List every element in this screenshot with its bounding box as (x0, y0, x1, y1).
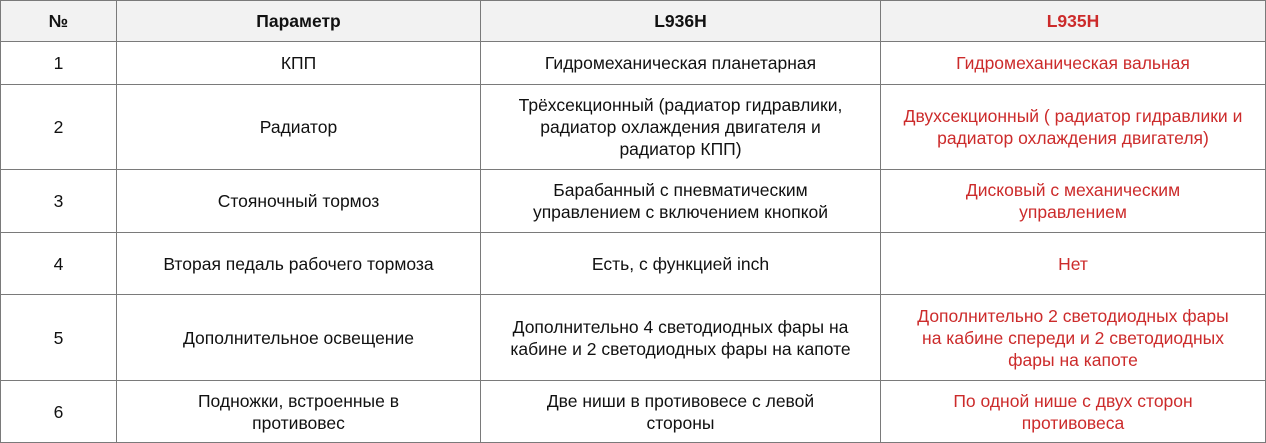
table-row (1, 42, 1266, 85)
row-l936: Две ниши в противовесе с левой стороны (481, 381, 881, 443)
row-l936: Дополнительно 4 светодиодных фары на кабине и 2 светодиодных фары на капоте (481, 295, 881, 381)
row-param: КПП (117, 42, 481, 85)
header-l936: L936H (481, 1, 881, 42)
row-param: Дополнительное освещение (117, 295, 481, 381)
header-row (1, 1, 1266, 42)
header-l935: L935H (881, 1, 1266, 42)
row-num: 4 (1, 233, 117, 295)
row-l936: Гидромеханическая планетарная (481, 42, 881, 85)
row-l935: Двухсекционный ( радиатор гидравлики и радиатор охлаждения двигателя) (881, 85, 1266, 170)
row-l936: Трёхсекционный (радиатор гидравлики, радиатор охлаждения двигателя и радиатор КПП) (481, 85, 881, 170)
row-num: 5 (1, 295, 117, 381)
row-l935: Дисковый с механическим управлением (881, 170, 1266, 233)
header-num: № (1, 1, 117, 42)
row-param: Подножки, встроенные в противовес (117, 381, 481, 443)
table-row (1, 85, 1266, 170)
row-l935: Нет (881, 233, 1266, 295)
row-l936: Есть, с функцией inch (481, 233, 881, 295)
row-param: Радиатор (117, 85, 481, 170)
row-l935: По одной нише с двух сторон противовеса (881, 381, 1266, 443)
row-num: 1 (1, 42, 117, 85)
table-row (1, 170, 1266, 233)
table-row (1, 381, 1266, 443)
row-l936: Барабанный с пневматическим управлением с включением кнопкой (481, 170, 881, 233)
header-param: Параметр (117, 1, 481, 42)
row-l935: Дополнительно 2 светодиодных фары на кабине спереди и 2 светодиодных фары на капоте (881, 295, 1266, 381)
row-param: Вторая педаль рабочего тормоза (117, 233, 481, 295)
table-row (1, 233, 1266, 295)
row-num: 2 (1, 85, 117, 170)
row-num: 6 (1, 381, 117, 443)
table-row (1, 295, 1266, 381)
row-num: 3 (1, 170, 117, 233)
row-l935: Гидромеханическая вальная (881, 42, 1266, 85)
row-param: Стояночный тормоз (117, 170, 481, 233)
